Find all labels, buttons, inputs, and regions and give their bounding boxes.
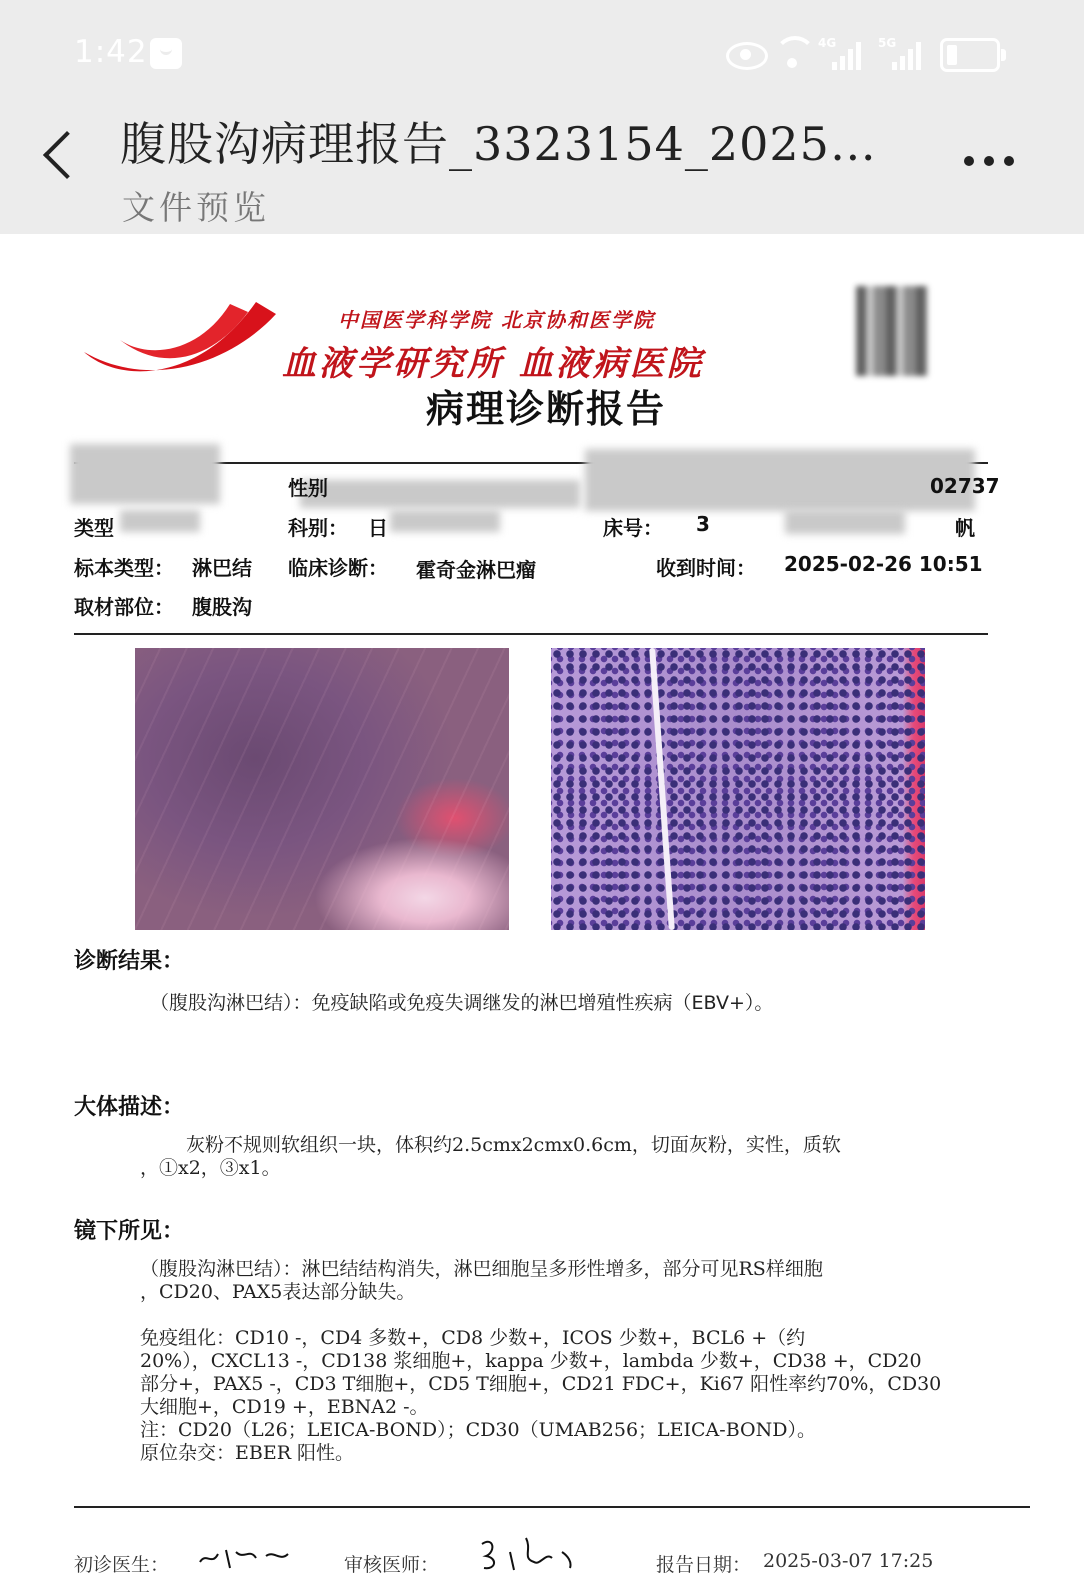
ihc-line-1: 免疫组化：CD10 -，CD4 多数+，CD8 少数+，ICOS 少数+，BCL6 +（约 <box>140 1327 806 1349</box>
file-subtitle: 文件预览 <box>122 188 270 227</box>
report-date-label: 报告日期： <box>656 1554 752 1576</box>
diagnosis-heading: 诊断结果： <box>74 949 185 974</box>
microscopic-line-2: ，CD20、PAX5表达部分缺失。 <box>140 1281 416 1303</box>
footer-divider <box>74 1506 1030 1508</box>
eye-comfort-icon <box>726 42 768 70</box>
histology-image-high-power <box>551 648 925 930</box>
status-icons <box>722 30 1012 76</box>
network-label-4g: 4G <box>818 36 837 50</box>
redacted-area <box>70 444 220 504</box>
reviewer-label: 审核医师： <box>344 1554 440 1576</box>
redacted-area <box>390 510 500 532</box>
status-time: 1:42 <box>74 34 148 70</box>
ihc-line-3: 部分+，PAX5 -，CD3 T细胞+，CD5 T细胞+，CD21 FDC+，Ki67 阳性率约70%，CD30 <box>140 1373 942 1395</box>
record-id-suffix: 02737 <box>930 474 1000 498</box>
microscopic-heading: 镜下所见： <box>74 1219 185 1244</box>
network-label-5g: 5G <box>878 36 897 50</box>
bed-label: 床号： <box>603 516 663 540</box>
message-notification-icon <box>150 38 182 69</box>
institution-line-1: 中国医学科学院 北京协和医学院 <box>338 308 655 332</box>
redacted-area <box>585 449 975 511</box>
app-header <box>0 0 1084 234</box>
dept-value: 日 <box>368 516 388 540</box>
back-arrow-icon <box>43 131 91 179</box>
clinical-diagnosis-value: 霍奇金淋巴瘤 <box>416 558 536 582</box>
in-situ-hybridization: 原位杂交：EBER 阳性。 <box>140 1442 355 1464</box>
bed-value: 3 <box>696 512 710 536</box>
hospital-logo <box>80 294 280 384</box>
received-time-label: 收到时间： <box>656 556 756 580</box>
report-title: 病理诊断报告 <box>426 387 667 431</box>
redacted-area <box>120 510 200 532</box>
report-date-value: 2025-03-07 17:25 <box>763 1550 934 1572</box>
initial-doctor-signature <box>196 1532 296 1572</box>
initial-doctor-label: 初诊医生： <box>74 1554 170 1576</box>
battery-icon <box>940 38 1000 72</box>
document-preview[interactable] <box>0 234 1084 1582</box>
reviewer-signature <box>476 1532 576 1572</box>
redacted-area <box>785 510 905 534</box>
dept-label: 科别： <box>288 516 348 540</box>
received-time-value: 2025-02-26 10:51 <box>784 552 983 576</box>
redacted-area <box>300 480 580 508</box>
clinical-diagnosis-label: 临床诊断： <box>288 556 388 580</box>
antibody-note: 注：CD20（L26；LEICA-BOND）；CD30（UMAB256；LEICA-BOND）。 <box>140 1419 816 1441</box>
fields-divider <box>74 633 988 635</box>
gross-description-line-2: ，①x2，③x1。 <box>140 1157 281 1179</box>
signal-icon-2 <box>882 38 922 70</box>
sampling-site-label: 取材部位： <box>74 595 174 619</box>
type-label: 类型 <box>74 516 114 540</box>
ihc-line-4: 大细胞+，CD19 +，EBNA2 -。 <box>140 1396 429 1418</box>
signal-icon-1 <box>822 38 862 70</box>
doctor-suffix: 帆 <box>955 516 975 540</box>
diagnosis-text: （腹股沟淋巴结）：免疫缺陷或免疫失调继发的淋巴增殖性疾病（EBV+）。 <box>150 992 774 1014</box>
ihc-line-2: 20%），CXCL13 -，CD138 浆细胞+，kappa 少数+，lambda 少数+，CD38 +，CD20 <box>140 1350 922 1372</box>
back-button[interactable] <box>38 128 82 194</box>
histology-image-low-power <box>135 648 509 930</box>
specimen-type-label: 标本类型： <box>74 556 174 580</box>
sampling-site-value: 腹股沟 <box>192 595 252 619</box>
gross-description-line-1: 灰粉不规则软组织一块，体积约2.5cmx2cmx0.6cm，切面灰粉，实性，质软 <box>186 1134 841 1156</box>
institution-line-2: 血液学研究所 血液病医院 <box>282 344 704 384</box>
wifi-icon <box>774 36 812 74</box>
more-options-button[interactable] <box>960 150 1020 172</box>
microscopic-line-1: （腹股沟淋巴结）：淋巴结结构消失，淋巴细胞呈多形性增多，部分可见RS样细胞 <box>140 1258 823 1280</box>
redacted-barcode <box>856 286 928 376</box>
gender-label: 性别 <box>288 476 328 500</box>
gross-description-heading: 大体描述： <box>74 1095 185 1120</box>
file-title: 腹股沟病理报告_3323154_2025… <box>120 117 877 171</box>
specimen-type-value: 淋巴结 <box>192 556 252 580</box>
